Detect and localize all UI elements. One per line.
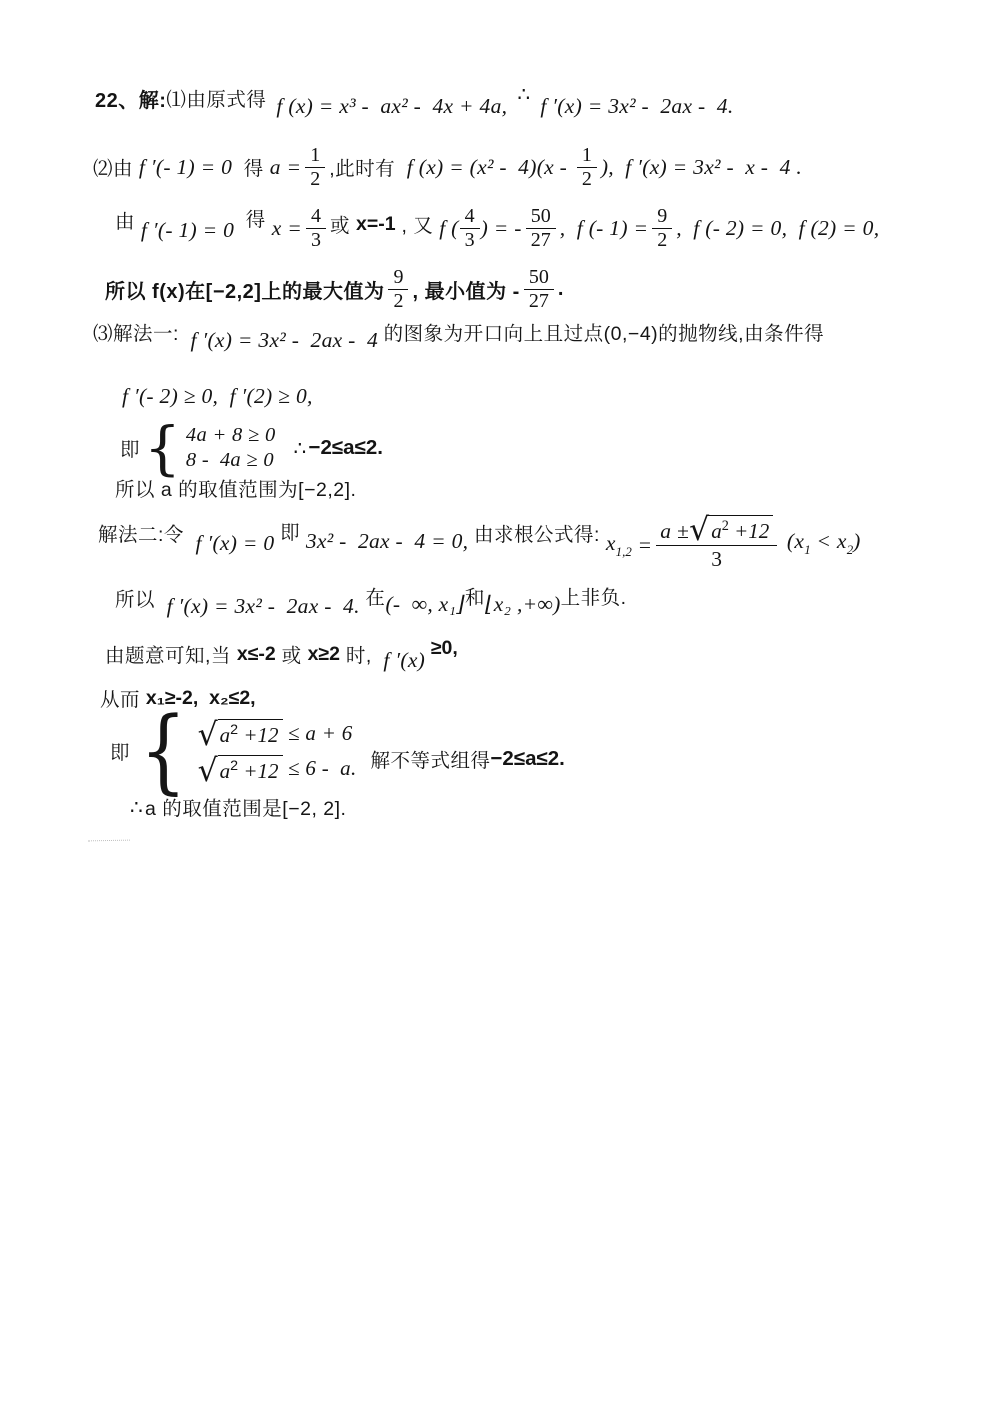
math-run: ≤ a + 6	[282, 720, 353, 745]
result-run: −2≤a≤2.	[308, 436, 383, 459]
text-run: , 又	[395, 215, 440, 237]
problem-number-label: 22、解:	[95, 90, 167, 112]
math-run: 8 - 4a ≥ 0	[185, 449, 274, 471]
text-run: ⑵由	[93, 158, 139, 180]
radical-sign: √	[689, 512, 710, 549]
math-run: +12	[238, 758, 279, 783]
math-run: )	[853, 528, 861, 553]
math-run: 3	[711, 546, 723, 571]
text-run: 和	[465, 587, 486, 609]
math-run: +12	[238, 722, 279, 747]
math-run: +12	[728, 518, 770, 543]
math-run: f (x) = (x² - 4)(x -	[401, 154, 573, 179]
value-run: x≥2	[307, 642, 340, 665]
sqrt-radical	[197, 716, 283, 753]
numerator: 1	[310, 144, 321, 167]
inequality-row	[197, 752, 357, 789]
line-4	[105, 261, 564, 317]
math-run: x =	[271, 215, 303, 240]
denominator: 2	[305, 167, 325, 190]
denominator	[656, 545, 777, 572]
fraction	[388, 266, 408, 312]
denominator: 27	[524, 289, 554, 312]
denominator: 2	[577, 167, 597, 190]
fraction	[652, 205, 672, 251]
fraction	[577, 144, 597, 190]
line-7	[120, 413, 383, 482]
therefore-symbol: ∴	[517, 84, 531, 106]
numerator	[656, 512, 777, 549]
math-run: 4a + 8 ≥ 0	[185, 424, 276, 446]
text-run: 由求根公式得:	[473, 524, 606, 546]
text-run: 得	[239, 209, 272, 231]
value-run: x=-1	[355, 212, 396, 235]
math-run: f ′(x)	[377, 647, 431, 672]
text-run: 即	[120, 439, 141, 461]
text-run: 即	[280, 522, 301, 544]
denominator: 2	[652, 228, 672, 251]
inequality-row	[197, 716, 357, 753]
math-run: a	[219, 722, 231, 747]
system-brace: {	[144, 413, 181, 482]
text-run: 所以 a 的取值范围为[−2,2].	[115, 479, 357, 501]
sqrt-radical	[689, 512, 773, 549]
math-run: f (x) = x³ - ax² - 4x + 4a,	[276, 94, 508, 118]
root-formula-fraction	[656, 512, 777, 572]
inequality-system	[197, 716, 357, 789]
math-run: f ′(- 1) = 0	[140, 217, 240, 242]
text-run: 的图象为开口向上且过点(0,−4)的抛物线,由条件得	[383, 323, 825, 345]
radical-sign: √	[197, 752, 218, 789]
fraction	[526, 205, 556, 251]
inequality-system	[186, 424, 276, 472]
subscript: 1,2	[615, 544, 632, 559]
text-run: 解法二:令	[98, 524, 190, 546]
denominator: 2	[388, 289, 408, 312]
math-run: a	[219, 758, 231, 783]
math-run: 3x² - 2ax - 4 = 0,	[300, 528, 474, 553]
math-run: ), f ′(x) = 3x² - x - 4 .	[600, 154, 803, 179]
text-run: 由	[115, 211, 141, 233]
text-run: ⑶解法一:	[93, 323, 185, 345]
radicand	[218, 755, 283, 784]
interval-run: (- ∞, x₁⌋	[385, 591, 465, 616]
text-run: .	[557, 277, 564, 300]
line-5	[93, 318, 825, 352]
math-run: < x	[810, 528, 847, 553]
text-run: 所以 f(x)在[−2,2]上的最大值为	[105, 280, 385, 303]
text-run: 在	[365, 587, 386, 609]
sqrt-radical	[197, 752, 283, 789]
text-run: 或	[330, 215, 356, 237]
line-11	[105, 632, 458, 676]
superscript: 2	[721, 517, 729, 534]
denominator: 3	[306, 228, 326, 251]
superscript: 2	[230, 757, 239, 774]
math-run: f ′(x) = 3x² - 2ax - 4.	[160, 593, 366, 618]
value-run: x₁≥-2, x₂≤2,	[145, 686, 256, 709]
numerator: 9	[657, 205, 668, 228]
math-run: f (	[439, 215, 459, 240]
interval-run: ⌊x₂ ,+∞)	[485, 591, 561, 616]
line-10	[115, 582, 627, 626]
line-1	[95, 84, 734, 118]
math-run: a	[711, 518, 722, 543]
math-run: f ′(x) = 3x² - 2ax - 4.	[540, 94, 734, 118]
root-variable	[606, 531, 632, 560]
text-run: 从而	[100, 689, 146, 711]
subscript: 2	[846, 542, 854, 557]
value-run: x≤-2	[236, 642, 276, 665]
text-run: 即	[110, 742, 131, 764]
fraction	[524, 266, 554, 312]
line-2	[93, 138, 802, 196]
system-brace: {	[139, 696, 187, 804]
text-run: 得	[237, 158, 270, 180]
numerator: 4	[311, 205, 322, 228]
line-14	[130, 793, 346, 821]
line-3	[115, 197, 879, 259]
math-run: , f (- 1) =	[559, 215, 649, 240]
therefore-symbol: ∴	[130, 796, 144, 819]
result-run: ≥0,	[430, 636, 458, 659]
math-run: =	[631, 532, 653, 557]
text-run: , 最小值为 -	[412, 280, 520, 303]
math-run: f ′(x) = 3x² - 2ax - 4	[184, 328, 384, 352]
numerator: 4	[464, 205, 475, 228]
line-8	[115, 474, 356, 502]
condition-run	[781, 529, 860, 558]
radicand	[709, 515, 773, 543]
radicand	[218, 719, 283, 748]
fraction	[306, 205, 326, 251]
text-run: 由题意可知,当	[105, 645, 237, 667]
numerator: 9	[393, 266, 404, 289]
subscript: 1	[804, 542, 811, 557]
text-run: 时,	[339, 645, 378, 667]
math-run: , f (- 2) = 0, f (2) = 0,	[676, 215, 880, 240]
text-run: ,此时有	[329, 158, 402, 180]
result-run: −2≤a≤2.	[490, 747, 565, 770]
math-run: ≤ 6 - a.	[282, 756, 357, 781]
text-run: ⑴由原式得	[166, 89, 267, 111]
math-run: f ′(- 1) = 0	[138, 154, 238, 179]
math-run: (x	[781, 528, 805, 553]
numerator: 50	[528, 266, 549, 289]
superscript: 2	[230, 721, 239, 738]
radical-sign: √	[197, 716, 218, 753]
math-run: x	[605, 530, 616, 555]
conclusion-run: a 的取值范围是[−2, 2].	[145, 798, 347, 820]
text-run: 解不等式组得	[364, 750, 491, 772]
text-run: 所以	[115, 589, 161, 611]
text-run: 或	[275, 645, 308, 667]
math-run: f ′(- 2) ≥ 0, f ′(2) ≥ 0,	[122, 384, 313, 408]
fraction	[305, 144, 325, 190]
math-run: a ±	[660, 518, 690, 543]
scan-artifact	[88, 840, 130, 845]
line-6	[122, 384, 313, 409]
numerator: 1	[581, 144, 592, 167]
math-run: f ′(x) = 0	[189, 530, 281, 555]
therefore-symbol: ∴	[293, 437, 307, 460]
fraction	[460, 205, 480, 251]
math-run: ) = -	[480, 215, 522, 240]
denominator: 3	[460, 228, 480, 251]
text-run: 上非负.	[560, 587, 627, 609]
line-9	[98, 506, 861, 576]
denominator: 27	[526, 228, 556, 251]
numerator: 50	[530, 205, 551, 228]
math-run: a =	[269, 154, 302, 179]
